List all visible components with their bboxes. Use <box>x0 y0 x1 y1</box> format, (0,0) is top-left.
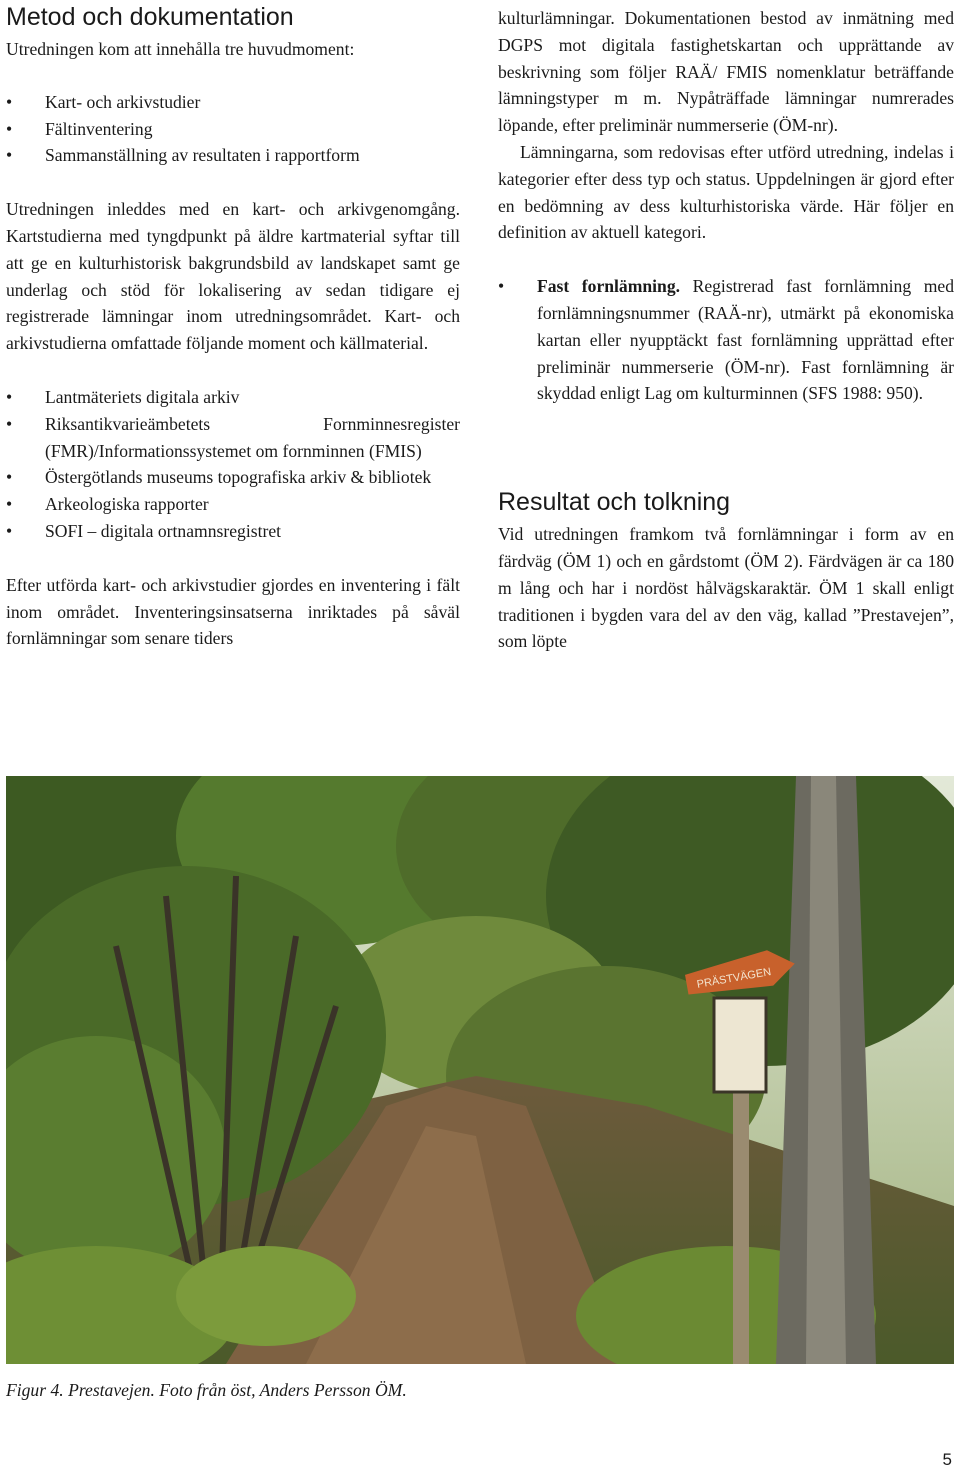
list-item: • Kart- och arkivstudier <box>6 91 201 112</box>
documentation-paragraph: kulturlämningar. Dokumentationen bestod av inmätning med DGPS mot digitala fastighetskartan och upprättande av beskrivning som följer RAÄ/ FMIS nomenklatur beträffande lämningstyper m m. Nypåträffade lämningar numrerades löpande, efter preliminär nummerserie (ÖM-nr). <box>498 8 954 136</box>
sign-post <box>733 1076 749 1364</box>
list-item: • Fältinventering <box>6 118 153 139</box>
list-item: • SOFI – digitala ortnamnsregistret <box>6 520 282 541</box>
method-intro: Utredningen kom att innehålla tre huvudmoment: <box>6 39 355 59</box>
page-number: 5 <box>942 1450 952 1469</box>
category-term: Fast fornlämning. <box>537 276 681 297</box>
result-heading: Resultat och tolkning <box>498 488 731 517</box>
right-column <box>498 0 954 655</box>
notice-board <box>714 998 766 1092</box>
category-definition: Registrerad fast fornlämning med fornlämningsnummer (RAÄ-nr), utmärkt på ekonomiska kartan eller nyupptäckt fast fornlämning upprättad efter preliminär nummerserie (ÖM-nr). Fast fornlämning är skyddad enligt Lag om kulturminnen (SFS 1988: 950). <box>537 276 954 404</box>
method-heading: Metod och dokumentation <box>6 3 294 31</box>
left-column <box>6 0 460 652</box>
list-item: • Fast fornlämning. Registrerad fast fornlämning med fornlämningsnummer (RAÄ-nr), utmärkt på ekonomiska kartan eller nyupptäckt fast fornlämning upprättad efter preliminär nummerserie (ÖM-nr). Fast fornlämning är skyddad enligt Lag om kulturminnen (SFS 1988: 950). <box>498 276 954 404</box>
list-item: • Arkeologiska rapporter <box>6 494 209 515</box>
categories-paragraph: Lämningarna, som redovisas efter utförd utredning, indelas i kategorier efter dess typ och status. Uppdelningen är gjord efter en bedömning av dess kulturhistoriska värde. Här följer en definition av aktuell kategori. <box>498 141 954 243</box>
list-item: • Lantmäteriets digitala arkiv <box>6 386 240 407</box>
list-item: • Östergötlands museums topografiska arkiv & bibliotek <box>6 467 432 488</box>
steps-list <box>6 89 460 169</box>
sources-list <box>6 384 460 545</box>
photo-illustration <box>6 776 954 1364</box>
method-paragraph-1: Utredningen inleddes med en kart- och arkivgenomgång. Kartstudierna med tyngdpunkt på äldre kartmaterial syftar till att ge en kulturhistorisk bakgrundsbild av landskapet samt ge underlag och stöd för lokalisering av sedan tidigare ej registrerade lämningar inom utredningsområdet. Kart- och arkivstudierna omfattade följande moment och källmaterial. <box>6 199 460 354</box>
figure-caption: Figur 4. Prestavejen. Foto från öst, Anders Persson ÖM. <box>6 1380 407 1400</box>
list-item: • Sammanställning av resultaten i rapportform <box>6 145 360 166</box>
sign-text: PRÄSTVÄGEN <box>695 965 773 991</box>
category-list <box>498 273 954 407</box>
list-item: • Riksantikvarieämbetets Fornminnesregister (FMR)/Informationssystemet om fornminnen (FMIS) <box>6 413 460 461</box>
forest-path-photo <box>6 776 954 1364</box>
method-paragraph-2: Efter utförda kart- och arkivstudier gjordes en inventering i fält inom området. Inventeringsinsatserna inriktades på såväl fornlämningar som senare tiders <box>6 574 460 649</box>
result-paragraph: Vid utredningen framkom två fornlämningar i form av en färdväg (ÖM 1) och en gårdstomt (ÖM 2). Färdvägen är ca 180 m lång och har i nordöst hålvägskaraktär. ÖM 1 skall enligt traditionen i bygden vara del av den väg, kallad ”Prestavejen”, som löpte <box>498 524 954 652</box>
